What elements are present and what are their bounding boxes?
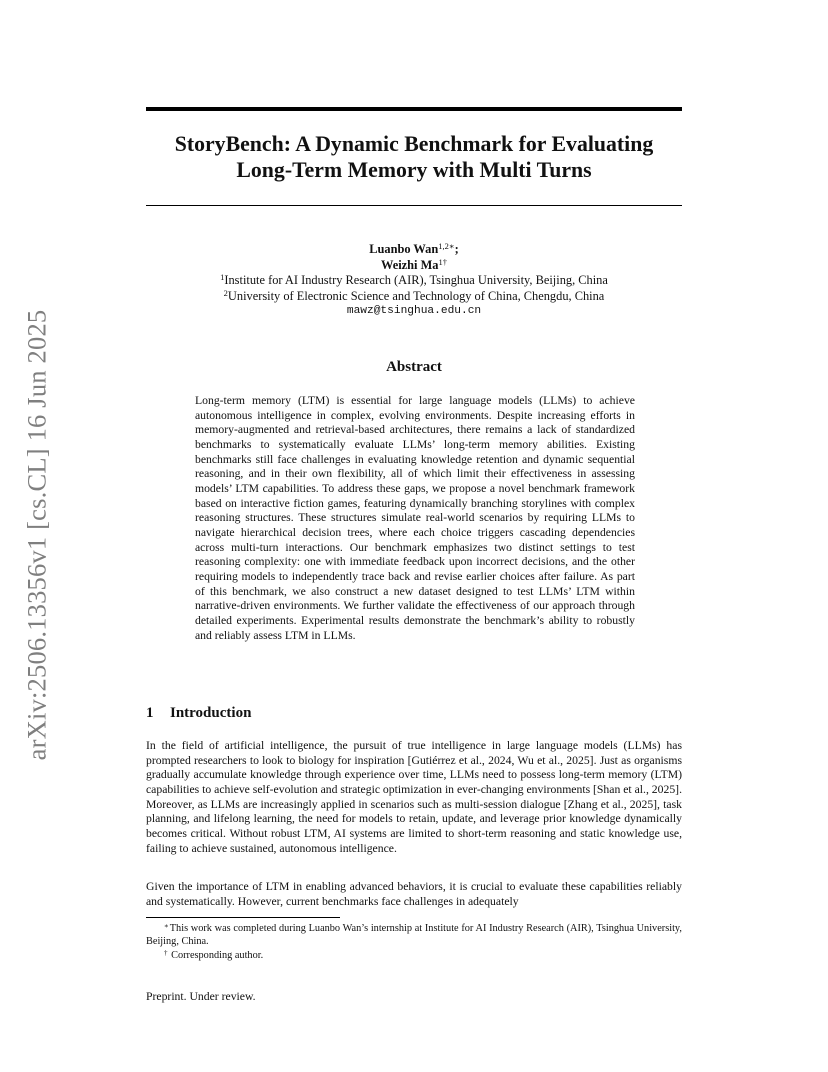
author-1: Luanbo Wan$^{1,2∗}$; (369, 241, 459, 256)
section-title: Introduction (170, 705, 252, 721)
arxiv-sidebar-stamp (22, 300, 52, 770)
title-top-rule (146, 107, 682, 111)
author-1-extra-mark: ∗ (448, 241, 455, 251)
abstract-text: Long-term memory (LTM) is essential for large language models (LLMs) to achieve autonomous intelligence in complex, evolving environments. Despite increasing efforts in memory-augmented and retrieval-based architectures, there remains a lack of standardized benchmarks to systematically evaluate LLMs’ long-term memory abilities. Existing benchmarks still face challenges in evaluating knowledge retention and dynamic sequential reasoning, and in their own flexibility, all of which limit their effectiveness in assessing models’ LTM capabilities. To address these gaps, we propose a novel benchmark framework based on interactive fiction games, featuring dynamically branching storylines with complex reasoning structures. These structures simulate real-world scenarios by requiring LLMs to navigate hierarchical decision trees, where each choice triggers cascading dependencies across multi-turn interactions. Our benchmark emphasizes two distinct settings to test reasoning complexity: one with immediate feedback upon incorrect decisions, and the other requiring models to independently trace back and revise earlier choices after failure. As part of this benchmark, we also construct a new dataset designed to test LLMs’ LTM within narrative-driven environments. We further validate the effectiveness of our approach through detailed experiments. Experimental results demonstrate the benchmark’s ability to robustly and reliably assess LTM in LLMs. (195, 394, 635, 642)
title-line-2: Long-Term Memory with Multi Turns (236, 158, 592, 182)
author-1-marks: 1,2 (438, 241, 449, 251)
footnote-2-mark: † (164, 949, 168, 957)
footnote-1-mark: ∗ (164, 922, 169, 930)
contact-email: mawz@tsinghua.edu.cn (346, 305, 482, 318)
section-heading-introduction (146, 705, 251, 722)
footnote-rule (146, 917, 340, 918)
abstract-heading: Abstract (386, 359, 442, 375)
arxiv-identifier: arXiv:2506.13356v1 [cs.CL] 16 Jun 2025 (21, 309, 52, 761)
intro-paragraph-1: In the field of artificial intelligence, the pursuit of true intelligence in large language models (LLMs) has prompted researchers to look to biology for inspiration [Gutiérrez et al., 2024, Wu et al., 2025]. Just as organisms gradually accumulate knowledge through experience over time, LLMs need to possess long-term memory (LTM) capabilities to achieve self-evolution and strategic optimization in ever-changing environments [Shan et al., 2025]. Moreover, as LLMs are increasingly applied in scenarios such as multi-session dialogue [Zhang et al., 2025], task planning, and lifelong learning, the need for models to retain, update, and leverage prior knowledge dynamically becomes critical. Without robust LTM, AI systems are limited to short-term reasoning and static knowledge use, failing to achieve sustained, autonomous intelligence. (146, 739, 682, 855)
author-2: Weizhi $Ma^{1\dagger}$ (381, 256, 447, 272)
section-number: 1 (146, 705, 154, 721)
preprint-note: Preprint. Under review. (146, 990, 256, 1003)
author-2-marks: 1† (438, 256, 447, 267)
title-line-1: StoryBench: A Dynamic Benchmark for Evaluating (174, 132, 654, 156)
title-bottom-rule (146, 205, 682, 206)
footnote-1: ∗This work was completed during Luanbo Wan’s internship at Institute for AI Industry Research (AIR), Tsinghua University, Beijing, China. (146, 922, 682, 947)
affiliation-2: $^2$University of Electronic Science and Technology of China, Chengdu, China (223, 287, 605, 303)
affiliation-1: $^1$Institute for AI Industry Research (AIR), Tsinghua University, Beijing, China (220, 272, 608, 288)
paper-title (146, 131, 682, 183)
intro-paragraph-2: Given the importance of LTM in enabling advanced behaviors, it is crucial to evaluate these capabilities reliably and systematically. However, current benchmarks face challenges in adequately (146, 880, 682, 908)
footnote-2: † Corresponding author. (164, 949, 264, 961)
author-block (146, 242, 682, 320)
